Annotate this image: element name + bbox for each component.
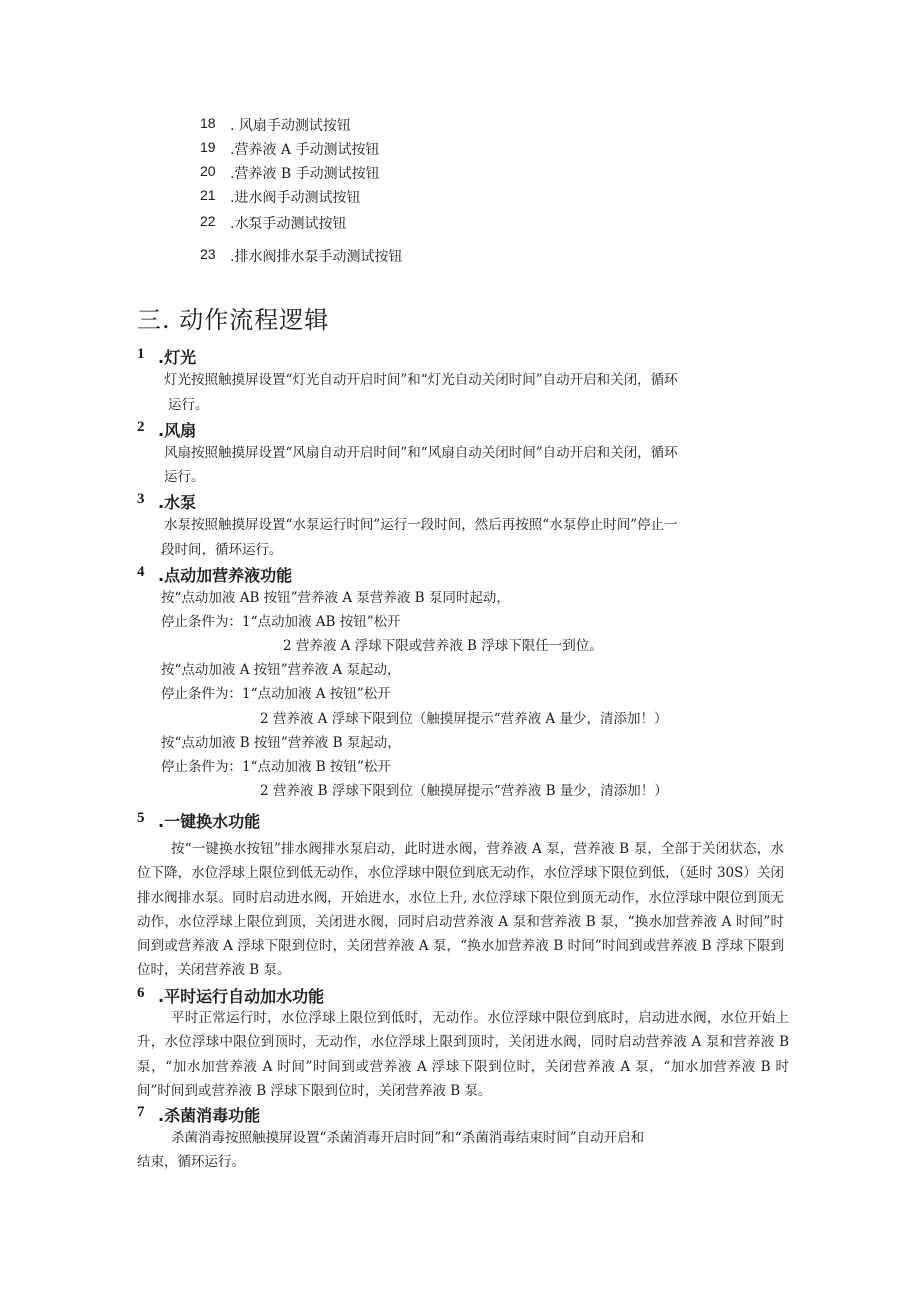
list-item-number: 22	[200, 213, 216, 229]
heading-number: 1	[137, 346, 145, 362]
body-line: 按“点动加液 B 按钮”营养液 B 泵起动，	[161, 735, 401, 751]
body-line: 2 营养液 A 浮球下限或营养液 B 浮球下限任一到位。	[283, 638, 603, 654]
heading-number: 7	[137, 1104, 145, 1120]
heading-title: .点动加营养液功能	[158, 566, 293, 585]
body-line: 按“点动加液 A 按钮”营养液 A 泵起动，	[161, 662, 401, 678]
heading-number: 5	[137, 810, 145, 826]
heading-title: .水泵	[158, 493, 197, 512]
body-line: 运行。	[164, 469, 205, 485]
heading-title: .风扇	[158, 421, 197, 440]
section-title: 三. 动作流程逻辑	[137, 306, 330, 334]
list-item-text: . 风扇手动测试按钮	[230, 118, 351, 134]
body-line: 停止条件为：1“点动加液 AB 按钮”松开	[161, 614, 401, 630]
body-line: 2 营养液 A 浮球下限到位（触摸屏提示“营养液 A 量少，清添加！）	[260, 711, 668, 727]
heading-number: 6	[137, 985, 145, 1001]
body-line: 停止条件为：1“点动加液 B 按钮”松开	[161, 759, 391, 775]
list-item-number: 18	[200, 115, 216, 131]
heading-title: .一键换水功能	[158, 812, 261, 831]
list-item-number: 21	[200, 187, 216, 203]
body-line: 2 营养液 B 浮球下限到位（触摸屏提示“营养液 B 量少，清添加！）	[260, 783, 668, 799]
body-line: 段时间，循环运行。	[161, 542, 283, 558]
body-paragraph: 按“一键换水按钮”排水阀排水泵启动，此时进水阀，营养液 A 泵，营养液 B 泵，全部于关闭状态，水位下降，水位浮球上限位到低无动作，水位浮球中限位到底无动作，水位浮球下限位到低，（延时 30S）关闭排水阀排水泵。同时启动进水阀，开始进水，水位上升, 水位浮球下限位到顶无动作，水位浮球中限位到顶无动作，水位浮球上限位到顶，关闭进水阀，同时启动营养液 A 泵和营养液 B 泵，“换水加营养液 A 时间”时间到或营养液 A 浮球下限到位时，关闭营养液 A 泵，“换水加营养液 B 时间”时间到或营养液 B 浮球下限到位时，关闭营养液 B 泵。	[137, 841, 784, 979]
list-item-text: .水泵手动测试按钮	[230, 216, 347, 232]
list-item-number: 19	[200, 139, 216, 155]
body-line: 水泵按照触摸屏设置“水泵运行时间”运行一段时间，然后再按照“水泵停止时间”停止一	[164, 517, 678, 533]
body-line: 结束，循环运行。	[137, 1154, 245, 1170]
heading-title: .灯光	[158, 348, 197, 367]
list-item-text: .排水阀排水泵手动测试按钮	[230, 249, 403, 265]
list-item-text: .营养液 A 手动测试按钮	[230, 142, 380, 158]
heading-number: 2	[137, 419, 145, 435]
list-item-text: .进水阀手动测试按钮	[230, 190, 361, 206]
body-line: 运行。	[168, 397, 209, 413]
list-item-number: 23	[200, 246, 216, 262]
list-item-text: .营养液 B 手动测试按钮	[230, 166, 380, 182]
body-line: 停止条件为：1“点动加液 A 按钮”松开	[161, 686, 391, 702]
heading-title: .平时运行自动加水功能	[158, 987, 325, 1006]
heading-number: 3	[137, 491, 145, 507]
body-line: 风扇按照触摸屏设置“风扇自动开启时间”和“风扇自动关闭时间”自动开启和关闭，循环	[164, 445, 678, 461]
body-paragraph: 平时正常运行时，水位浮球上限位到低时，无动作。水位浮球中限位到底时，启动进水阀，水位开始上升，水位浮球中限位到顶时，无动作，水位浮球上限到顶时，关闭进水阀，同时启动营养液 A 泵和营养液 B 泵，“加水加营养液 A 时间”时间到或营养液 A 浮球下限到位时，关闭营养液 A 泵，“加水加营养液 B 时间”时间到或营养液 B 浮球下限到位时，关闭营养液 B 泵。	[137, 1010, 789, 1099]
body-line: 杀菌消毒按照触摸屏设置“杀菌消毒开启时间”和“杀菌消毒结束时间”自动开启和	[171, 1130, 645, 1146]
list-item-number: 20	[200, 163, 216, 179]
body-line: 按“点动加液 AB 按钮”营养液 A 泵营养液 B 泵同时起动，	[161, 590, 510, 606]
heading-number: 4	[137, 564, 145, 580]
heading-title: .杀菌消毒功能	[158, 1106, 261, 1125]
body-line: 灯光按照触摸屏设置“灯光自动开启时间”和“灯光自动关闭时间”自动开启和关闭，循环	[164, 372, 678, 388]
